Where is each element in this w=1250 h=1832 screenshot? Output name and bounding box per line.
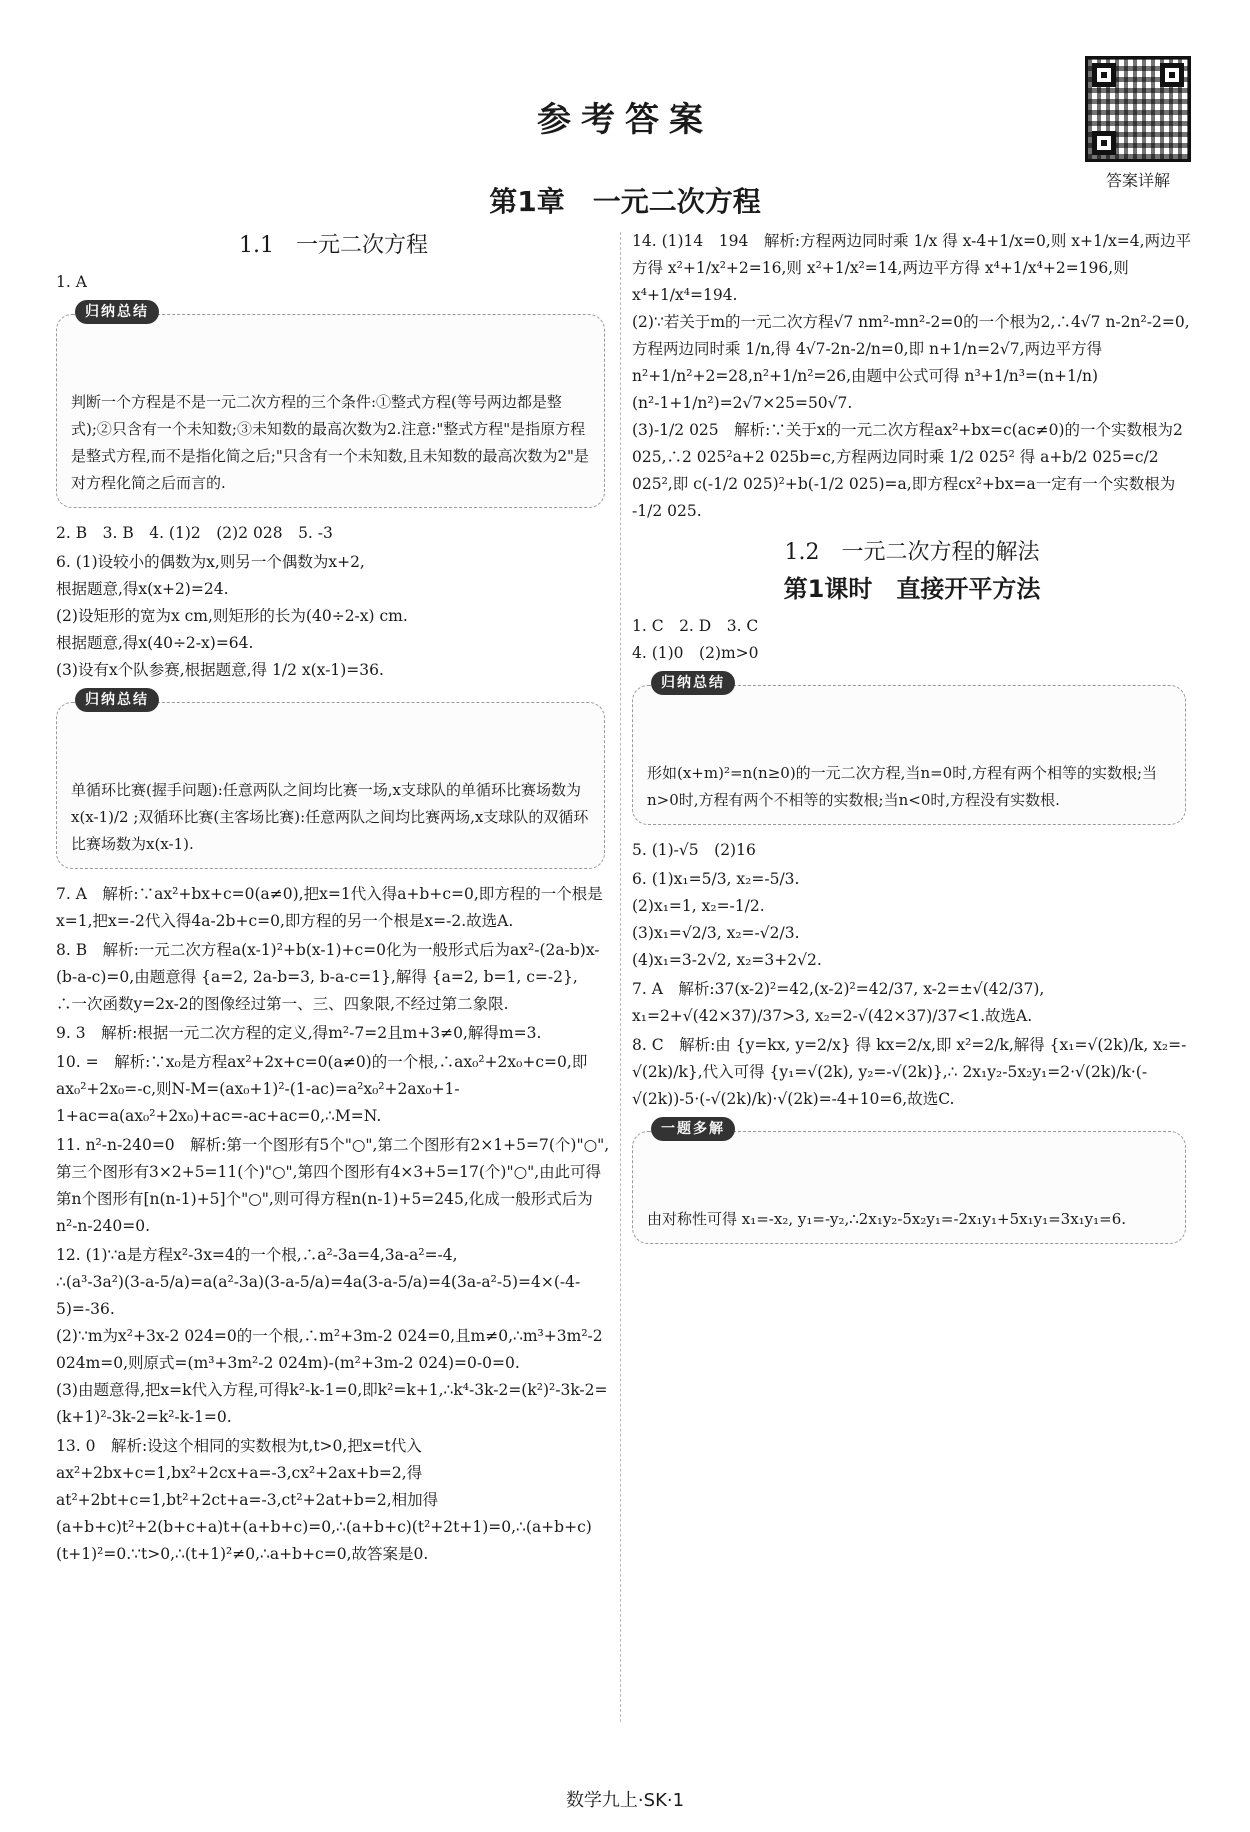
- answer-5: 5. (1)-√5 (2)16: [632, 841, 756, 859]
- answer-11: 11. n²-n-240=0 解析:第一个图形有5个"○",第二个图形有2×1+5=7(个)"○",第三个图形有3×2+5=11(个)"○",第四个图形有4×3+5=17(个)"○",由此可得第n个图形有[n(n-1)+5]个"○",则可得方程n(n-1)+5=245,化成一般形式后为n²-n-240=0.: [56, 1136, 610, 1235]
- answer-1: 1. A: [56, 273, 87, 291]
- right-column: [632, 228, 1192, 1256]
- qr-finder-icon: [1160, 63, 1184, 87]
- multi-solution-note: [632, 1121, 1186, 1244]
- qr-code-block[interactable]: [1080, 56, 1196, 191]
- summary-tag: 归纳总结: [651, 671, 735, 695]
- summary-tag: 归纳总结: [75, 688, 159, 712]
- summary-text: 判断一个方程是不是一元二次方程的三个条件:①整式方程(等号两边都是整式);②只含有一个未知数;③未知数的最高次数为2.注意:"整式方程"是指原方程是整式方程,而不是指化简之后;"只含有一个未知数,且未知数的最高次数为2"是对方程化简之后而言的.: [71, 393, 589, 492]
- qr-code-icon[interactable]: [1085, 56, 1191, 162]
- left-column: [56, 228, 611, 1570]
- answer-10: 10. = 解析:∵x₀是方程ax²+2x+c=0(a≠0)的一个根,∴ax₀²+2x₀+c=0,即ax₀²+2x₀=-c,则N-M=(ax₀+1)²-(1-ac)=a²x₀²+2ax₀+1-1+ac=a(ax₀²+2x₀)+ac=-ac+ac=0,∴M=N.: [56, 1053, 588, 1125]
- qr-label: 答案详解: [1105, 171, 1170, 190]
- summary-text: 形如(x+m)²=n(n≥0)的一元二次方程,当n=0时,方程有两个相等的实数根;当n>0时,方程有两个不相等的实数根;当n<0时,方程没有实数根.: [647, 764, 1158, 809]
- answer-2-5: 2. B 3. B 4. (1)2 (2)2 028 5. -3: [56, 524, 333, 542]
- answer-8: 8. C 解析:由 {y=kx, y=2/x} 得 kx=2/x,即 x²=2/k,解得 {x₁=√(2k)/k, x₂=-√(2k)/k},代入可得 {y₁=√(2k), y₂=-√(2k)},∴ 2x₁y₂-5x₂y₁=2·√(2k)/k·(-√(2k))-5·(-√(2k)/k)·√(2k)=-4+10=6,故选C.: [632, 1036, 1187, 1108]
- summary-note: [632, 675, 1186, 825]
- page-footer: 数学九上·SK·1: [565, 1790, 685, 1811]
- page-title: 参考答案: [537, 100, 713, 140]
- column-divider: [620, 232, 621, 1722]
- answer-1-4: 1. C 2. D 3. C 4. (1)0 (2)m>0: [632, 617, 759, 662]
- multi-solution-tag: 一题多解: [651, 1117, 735, 1141]
- lesson-title: 第1课时 直接开平方法: [783, 575, 1041, 603]
- qr-finder-icon: [1092, 63, 1116, 87]
- qr-finder-icon: [1092, 131, 1116, 155]
- answer-6: 6. (1)x₁=5/3, x₂=-5/3. (2)x₁=1, x₂=-1/2. (3)x₁=√2/3, x₂=-√2/3. (4)x₁=3-2√2, x₂=3+2√2.: [632, 870, 822, 969]
- answer-6: 6. (1)设较小的偶数为x,则另一个偶数为x+2, 根据题意,得x(x+2)=24. (2)设矩形的宽为x cm,则矩形的长为(40÷2-x) cm. 根据题意,得x(40÷2-x)=64. (3)设有x个队参赛,根据题意,得 1/2 x(x-1)=36.: [56, 553, 408, 679]
- summary-note: [56, 304, 605, 508]
- answer-9: 9. 3 解析:根据一元二次方程的定义,得m²-7=2且m+3≠0,解得m=3.: [56, 1024, 542, 1042]
- multi-solution-text: 由对称性可得 x₁=-x₂, y₁=-y₂,∴2x₁y₂-5x₂y₁=-2x₁y₁+5x₁y₁=3x₁y₁=6.: [647, 1210, 1127, 1228]
- answer-13: 13. 0 解析:设这个相同的实数根为t,t>0,把x=t代入ax²+2bx+c=1,bx²+2cx+a=-3,cx²+2ax+b=2,得at²+2bt+c=1,bt²+2ct+a=-3,ct²+2at+b=2,相加得(a+b+c)t²+2(b+c+a)t+(a+b+c)=0,∴(a+b+c)(t²+2t+1)=0,∴(a+b+c)(t+1)²=0.∵t>0,∴(t+1)²≠0,∴a+b+c=0,故答案是0.: [56, 1437, 592, 1563]
- answer-7: 7. A 解析:∵ax²+bx+c=0(a≠0),把x=1代入得a+b+c=0,即方程的一个根是x=1,把x=-2代入得4a-2b+c=0,即方程的另一个根是x=-2.故选A.: [56, 885, 603, 930]
- summary-tag: 归纳总结: [75, 300, 159, 324]
- answer-14: 14. (1)14 194 解析:方程两边同时乘 1/x 得 x-4+1/x=0,则 x+1/x=4,两边平方得 x²+1/x²+2=16,则 x²+1/x²=14,两边平方得 x⁴+1/x⁴+2=196,则 x⁴+1/x⁴=194. (2)∵若关于m的一元二次方程√7 nm²-mn²-2=0的一个根为2,∴4√7 n-2n²-2=0,方程两边同时乘 1/n,得 4√7-2n-2/n=0,即 n+1/n=2√7,两边平方得 n²+1/n²+2=28,n²+1/n²=26,由题中公式可得 n³+1/n³=(n+1/n)(n²-1+1/n²)=2√7×25=50√7. (3)-1/2 025 解析:∵关于x的一元二次方程ax²+bx=c(ac≠0)的一个实数根为2 025,∴2 025²a+2 025b=c,方程两边同时乘 1/2 025² 得 a+b/2 025=c/2 025²,即 c(-1/2 025)²+b(-1/2 025)=a,即方程cx²+bx=a一定有一个实数根为 -1/2 025.: [632, 232, 1192, 520]
- answer-12: 12. (1)∵a是方程x²-3x=4的一个根,∴a²-3a=4,3a-a²=-4, ∴(a³-3a²)(3-a-5/a)=a(a²-3a)(3-a-5/a)=4a(3-a-5/a)=4(3a-a²-5)=4×(-4-5)=-36. (2)∵m为x²+3x-2 024=0的一个根,∴m²+3m-2 024=0,且m≠0,∴m³+3m²-2 024m=0,则原式=(m³+3m²-2 024m)-(m²+3m-2 024)=0-0=0. (3)由题意得,把x=k代入方程,可得k²-k-1=0,即k²=k+1,∴k⁴-3k-2=(k²)²-3k-2=(k+1)²-3k-2=k²-k-1=0.: [56, 1246, 608, 1426]
- answer-8: 8. B 解析:一元二次方程a(x-1)²+b(x-1)+c=0化为一般形式后为ax²-(2a-b)x-(b-a-c)=0,由题意得 {a=2, 2a-b=3, b-a-c=1},解得 {a=2, b=1, c=-2}, ∴一次函数y=2x-2的图像经过第一、三、四象限,不经过第二象限.: [56, 941, 600, 1013]
- section-title: 1.1 一元二次方程: [239, 233, 428, 258]
- chapter-title: 第1章 一元二次方程: [489, 185, 761, 218]
- section-title: 1.2 一元二次方程的解法: [784, 540, 1040, 565]
- summary-text: 单循环比赛(握手问题):任意两队之间均比赛一场,x支球队的单循环比赛场数为 x(x-1)/2 ;双循环比赛(主客场比赛):任意两队之间均比赛两场,x支球队的双循环比赛场数为x(x-1).: [71, 781, 589, 853]
- answer-7: 7. A 解析:37(x-2)²=42,(x-2)²=42/37, x-2=±√(42/37), x₁=2+√(42×37)/37>3, x₂=2-√(42×37)/37<1.故选A.: [632, 980, 1045, 1025]
- summary-note: [56, 692, 605, 869]
